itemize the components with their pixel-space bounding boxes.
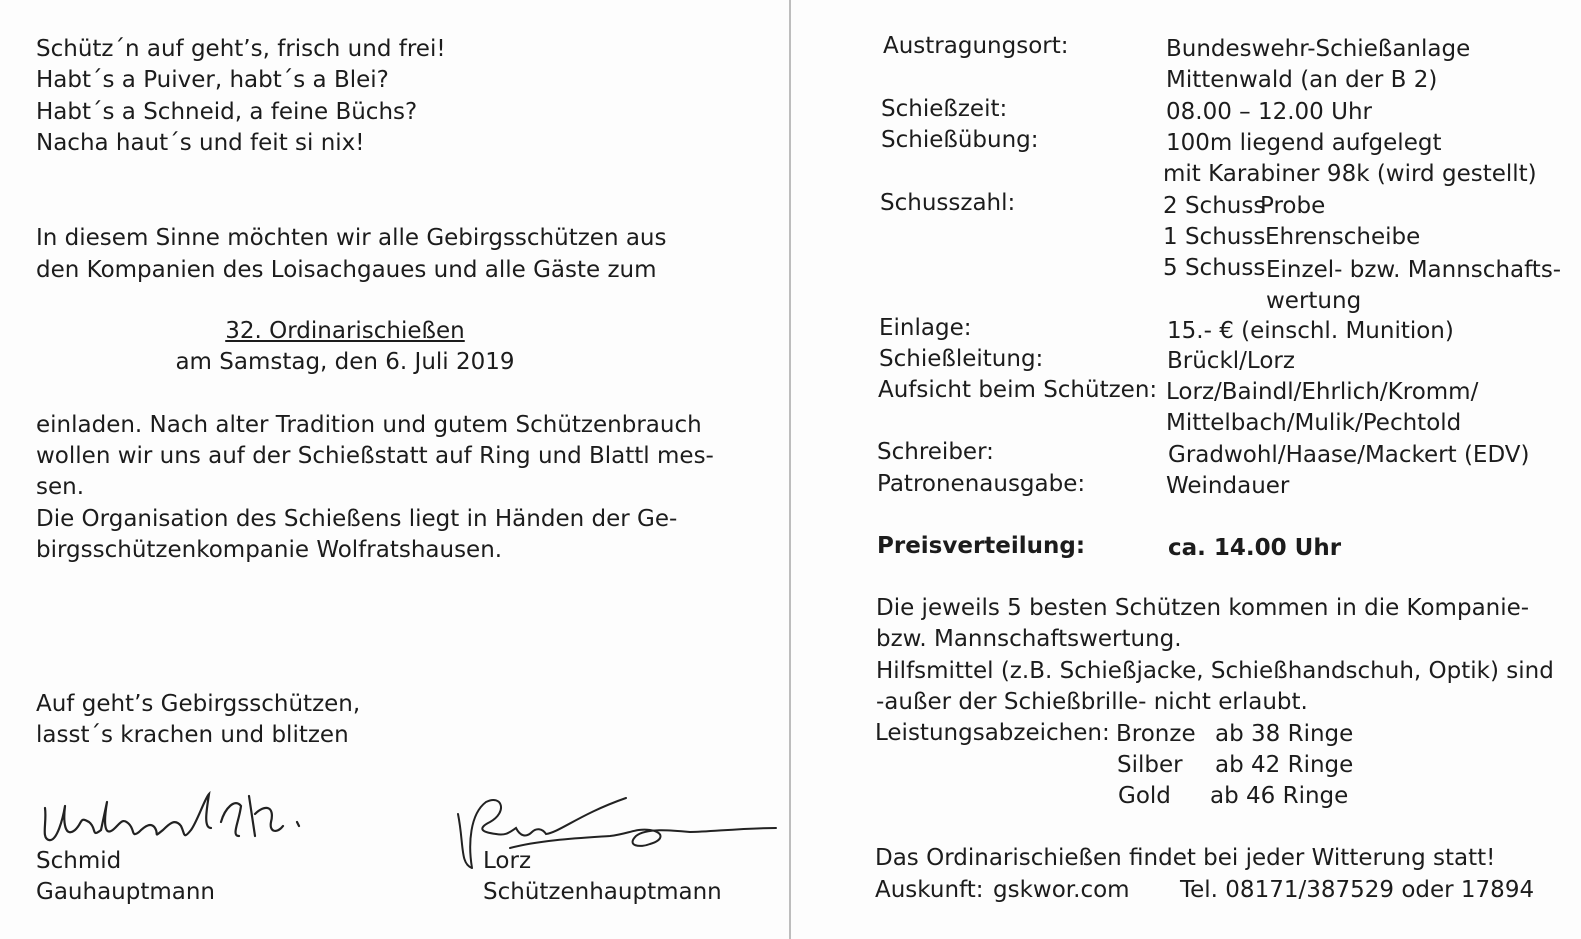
shots-desc: Ehrenscheibe: [1265, 224, 1421, 250]
body-line: sen.: [36, 474, 85, 500]
supervision-label: Aufsicht beim Schützen:: [878, 377, 1158, 403]
poem-line: Habt´s a Puiver, habt´s a Blei?: [36, 67, 389, 93]
supervision-value: Mittelbach/Mulik/Pechtold: [1166, 410, 1462, 436]
intro-line: In diesem Sinne möchten wir alle Gebirgsschützen aus: [36, 225, 667, 251]
note-line: bzw. Mannschaftswertung.: [876, 626, 1182, 652]
event-date: am Samstag, den 6. Juli 2019: [175, 349, 515, 375]
fee-label: Einlage:: [879, 315, 972, 341]
body-line: Die Organisation des Schießens liegt in Händen der Ge-: [36, 506, 678, 532]
exercise-value: mit Karabiner 98k (wird gestellt): [1163, 161, 1537, 187]
direction-value: Brückl/Lorz: [1167, 348, 1295, 374]
cartridge-value: Weindauer: [1166, 473, 1290, 499]
intro-line: den Kompanien des Loisachgaues und alle Gäste zum: [36, 257, 657, 283]
badge-rings: ab 46 Ringe: [1210, 783, 1349, 809]
time-label: Schießzeit:: [881, 96, 1008, 122]
poem-line: Nacha haut´s und feit si nix!: [36, 130, 365, 156]
signer2-name: Lorz: [483, 848, 532, 874]
event-title: 32. Ordinarischießen: [225, 318, 465, 344]
venue-value: Mittenwald (an der B 2): [1166, 67, 1438, 93]
signature-schmid: [35, 778, 315, 848]
note-line: -außer der Schießbrille- nicht erlaubt.: [876, 689, 1308, 715]
venue-label: Austragungsort:: [883, 33, 1069, 59]
supervision-value: Lorz/Baindl/Ehrlich/Kromm/: [1166, 379, 1479, 405]
body-line: einladen. Nach alter Tradition und gutem Schützenbrauch: [36, 412, 702, 438]
badge-level: Silber: [1117, 752, 1183, 778]
cartridge-label: Patronenausgabe:: [877, 471, 1086, 497]
signer2-title: Schützenhauptmann: [483, 879, 722, 905]
fee-value: 15.- € (einschl. Munition): [1167, 318, 1454, 344]
body-line: wollen wir uns auf der Schießstatt auf Ring und Blattl mes-: [36, 443, 714, 469]
badge-level: Bronze: [1116, 721, 1196, 747]
body-line: birgsschützenkompanie Wolfratshausen.: [36, 537, 503, 563]
shots-label: Schusszahl:: [880, 190, 1016, 216]
exercise-label: Schießübung:: [881, 127, 1039, 153]
poem-line: Schütz´n auf geht’s, frisch und frei!: [36, 36, 446, 62]
shots-desc: Einzel- bzw. Mannschafts-: [1266, 257, 1562, 283]
note-line: Die jeweils 5 besten Schützen kommen in die Kompanie-: [876, 595, 1530, 621]
note-line: Hilfsmittel (z.B. Schießjacke, Schießhandschuh, Optik) sind: [876, 658, 1554, 684]
shots-count: 5 Schuss: [1163, 255, 1266, 281]
direction-label: Schießleitung:: [879, 346, 1044, 372]
shots-count: 2 Schuss: [1163, 193, 1266, 219]
writer-value: Gradwohl/Haase/Mackert (EDV): [1168, 442, 1530, 468]
poem-line: Habt´s a Schneid, a feine Büchs?: [36, 99, 418, 125]
weather-note: Das Ordinarischießen findet bei jeder Witterung statt!: [875, 845, 1496, 871]
badge-rings: ab 42 Ringe: [1215, 752, 1354, 778]
contact-phone: Tel. 08171/387529 oder 17894: [1180, 877, 1535, 903]
shots-desc-cont: wertung: [1266, 288, 1362, 314]
shots-desc: Probe: [1260, 193, 1326, 219]
time-value: 08.00 – 12.00 Uhr: [1166, 99, 1372, 125]
writer-label: Schreiber:: [877, 439, 994, 465]
awards-value: ca. 14.00 Uhr: [1168, 535, 1342, 561]
badge-level: Gold: [1118, 783, 1171, 809]
signer1-name: Schmid: [36, 848, 122, 874]
contact-label: Auskunft:: [875, 877, 984, 903]
awards-label: Preisverteilung:: [877, 533, 1086, 559]
closing-line: lasst´s krachen und blitzen: [36, 722, 349, 748]
signer1-title: Gauhauptmann: [36, 879, 216, 905]
venue-value: Bundeswehr-Schießanlage: [1166, 36, 1471, 62]
badge-label: Leistungsabzeichen:: [875, 720, 1110, 746]
page-fold: [789, 0, 791, 939]
contact-web: gskwor.com: [993, 877, 1130, 903]
shots-count: 1 Schuss: [1163, 224, 1266, 250]
exercise-value: 100m liegend aufgelegt: [1166, 130, 1442, 156]
badge-rings: ab 38 Ringe: [1215, 721, 1354, 747]
closing-line: Auf geht’s Gebirgsschützen,: [36, 691, 361, 717]
